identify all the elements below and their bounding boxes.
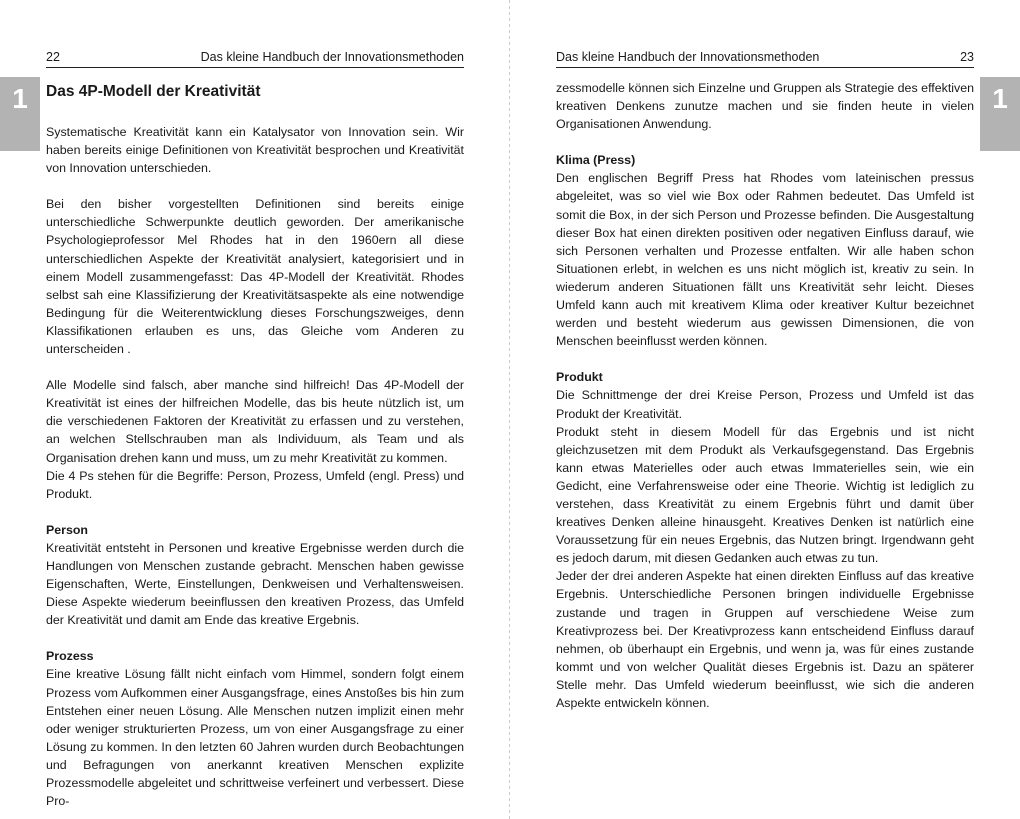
paragraph: Produkt steht in diesem Modell für das Ergebnis und ist nicht gleichzusetzen mit dem Produkt als Verkaufsgegenstand. Das Ergebnis kann etwas Materielles oder auch etwas Immaterielles sein, wie ein Gedicht, eine Verfahrensweise oder eine Theorie. Wichtig ist lediglich zu verstehen, dass Kreativität zu einem Ergebnis führt und damit über kreatives Denken alleine hinausgeht. Kreatives Denken ist natürlich eine Voraussetzung für ein neues Ergebnis, das Nutzen bringt. Irgendwann geht es jedoch darum, mit diesen Gedanken auch etwas zu tun. bbox=[556, 424, 974, 566]
page-header bbox=[46, 48, 464, 68]
page-header bbox=[556, 48, 974, 68]
subheading-prozess: Prozess bbox=[46, 649, 94, 664]
paragraph: Die Schnittmenge der drei Kreise Person, Prozess und Umfeld ist das Produkt der Kreativität. bbox=[556, 388, 974, 421]
page-number: 22 bbox=[46, 50, 60, 64]
chapter-tab: 1 bbox=[980, 77, 1020, 151]
section-title: Das 4P-Modell der Kreativität bbox=[46, 83, 261, 100]
paragraph: zessmodelle können sich Einzelne und Gruppen als Strategie des effektiven kreativen Denkens zunutze machen und sie finden heute in vielen Organisationen Anwendung. bbox=[556, 81, 974, 132]
running-head: Das kleine Handbuch der Innovationsmethoden bbox=[200, 50, 464, 64]
paragraph: Eine kreative Lösung fällt nicht einfach vom Himmel, sondern folgt einem Prozess vom Aufkommen einer Ausgangsfrage, eines Anstoßes bis hin zum Entstehen einer neuen Lösung. Alle Menschen nutzen implizit einen mehr oder weniger strukturierten Prozess, um von einer Ausgangsfrage zu einer Lösung zu kommen. In den letzten 60 Jahren wurden durch Beobachtungen und Befragungen von anerkannt kreativen Menschen explizite Prozessmodelle abgeleitet und schrittweise verfeinert und verbessert. Diese Pro- bbox=[46, 667, 464, 809]
paragraph: Systematische Kreativität kann ein Katalysator von Innovation sein. Wir haben bereits einige Definitionen von Kreativität besprochen und Kreativität von Innovation unterschieden. bbox=[46, 125, 464, 176]
paragraph: Den englischen Begriff Press hat Rhodes vom lateinischen pressus abgeleitet, was so viel wie Box oder Rahmen bedeutet. Das Umfeld ist somit die Box, in der sich Person und Prozesse befinden. Die Ausgestaltung dieser Box hat einen direkten positiven oder negativen Einfluss darauf, wie sich Personen verhalten und Prozesse entfalten. Wir alle haben schon Situationen erlebt, in welchen es uns nicht möglich ist, kreativ zu sein. In wiederum anderen Situationen fällt uns Kreativität sehr leicht. Dieses Umfeld kann auch mit kreativem Klima oder kreativer Kultur bezeichnet werden und besteht wiederum aus gewissen Dimensionen, die von Menschen beeinflusst werden können. bbox=[556, 171, 974, 349]
page-number: 23 bbox=[960, 50, 974, 64]
running-head: Das kleine Handbuch der Innovationsmethoden bbox=[556, 50, 820, 64]
right-page bbox=[510, 0, 1020, 819]
paragraph: Kreativität entsteht in Personen und kreative Ergebnisse werden durch die Handlungen von Menschen zustande gebracht. Menschen haben gewisse Eigenschaften, Werte, Einstellungen, Denkweisen und Verhaltensweisen. Diese Aspekte wiederum beeinflussen den kreativen Prozess, das Umfeld der Kreativität und damit am Ende das kreative Ergebnis. bbox=[46, 540, 464, 628]
paragraph: Die 4 Ps stehen für die Begriffe: Person, Prozess, Umfeld (engl. Press) und Produkt. bbox=[46, 468, 464, 501]
page-body bbox=[46, 82, 464, 810]
chapter-tab: 1 bbox=[0, 77, 40, 151]
paragraph: Bei den bisher vorgestellten Definitionen sind bereits einige unterschiedliche Schwerpunkte deutlich geworden. Der amerikanische Psychologieprofessor Mel Rhodes hat in den 1960ern all diese unterschiedlichen Aspekte der Kreativität analysiert, kategorisiert und in einem Modell zusammengefasst: Das 4P-Modell der Kreativität. Rhodes selbst sah eine Klassifizierung der Kreativitätsaspekte als eine notwendige Bedingung für die Weiterentwicklung dieses Forschungszweiges, denn Klassifikationen erlauben es uns, das Gleiche vom Anderen zu unterscheiden . bbox=[46, 197, 464, 357]
page-body bbox=[556, 79, 974, 712]
paragraph: Jeder der drei anderen Aspekte hat einen direkten Einfluss auf das kreative Ergebnis. Unterschiedliche Personen bringen individuelle Ergebnisse zustande und tragen in Gruppen auf verschiedene Weise zum Kreativprozess bei. Der Kreativprozess kann entscheidend Einfluss darauf nehmen, ob überhaupt ein Ergebnis, und wenn ja, was für eines zustande kommt und von welcher Qualität dieses Ergebnis ist. Dazu an späterer Stelle mehr. Das Umfeld wiederum beeinflusst, wie sich die anderen Aspekte entwickeln können. bbox=[556, 569, 974, 710]
subheading-person: Person bbox=[46, 522, 89, 537]
subheading-produkt: Produkt bbox=[556, 370, 603, 385]
paragraph: Alle Modelle sind falsch, aber manche sind hilfreich! Das 4P-Modell der Kreativität ist eines der hilfreichen Modelle, das bis heute nützlich ist, um die verschiedenen Faktoren der Kreativität zu erfassen und zu verstehen, an welchen Stellschrauben man als Individuum, als Team und als Organisation drehen kann und muss, um zu mehr Kreativität zu kommen. bbox=[46, 378, 464, 465]
subheading-klima: Klima (Press) bbox=[556, 153, 636, 168]
